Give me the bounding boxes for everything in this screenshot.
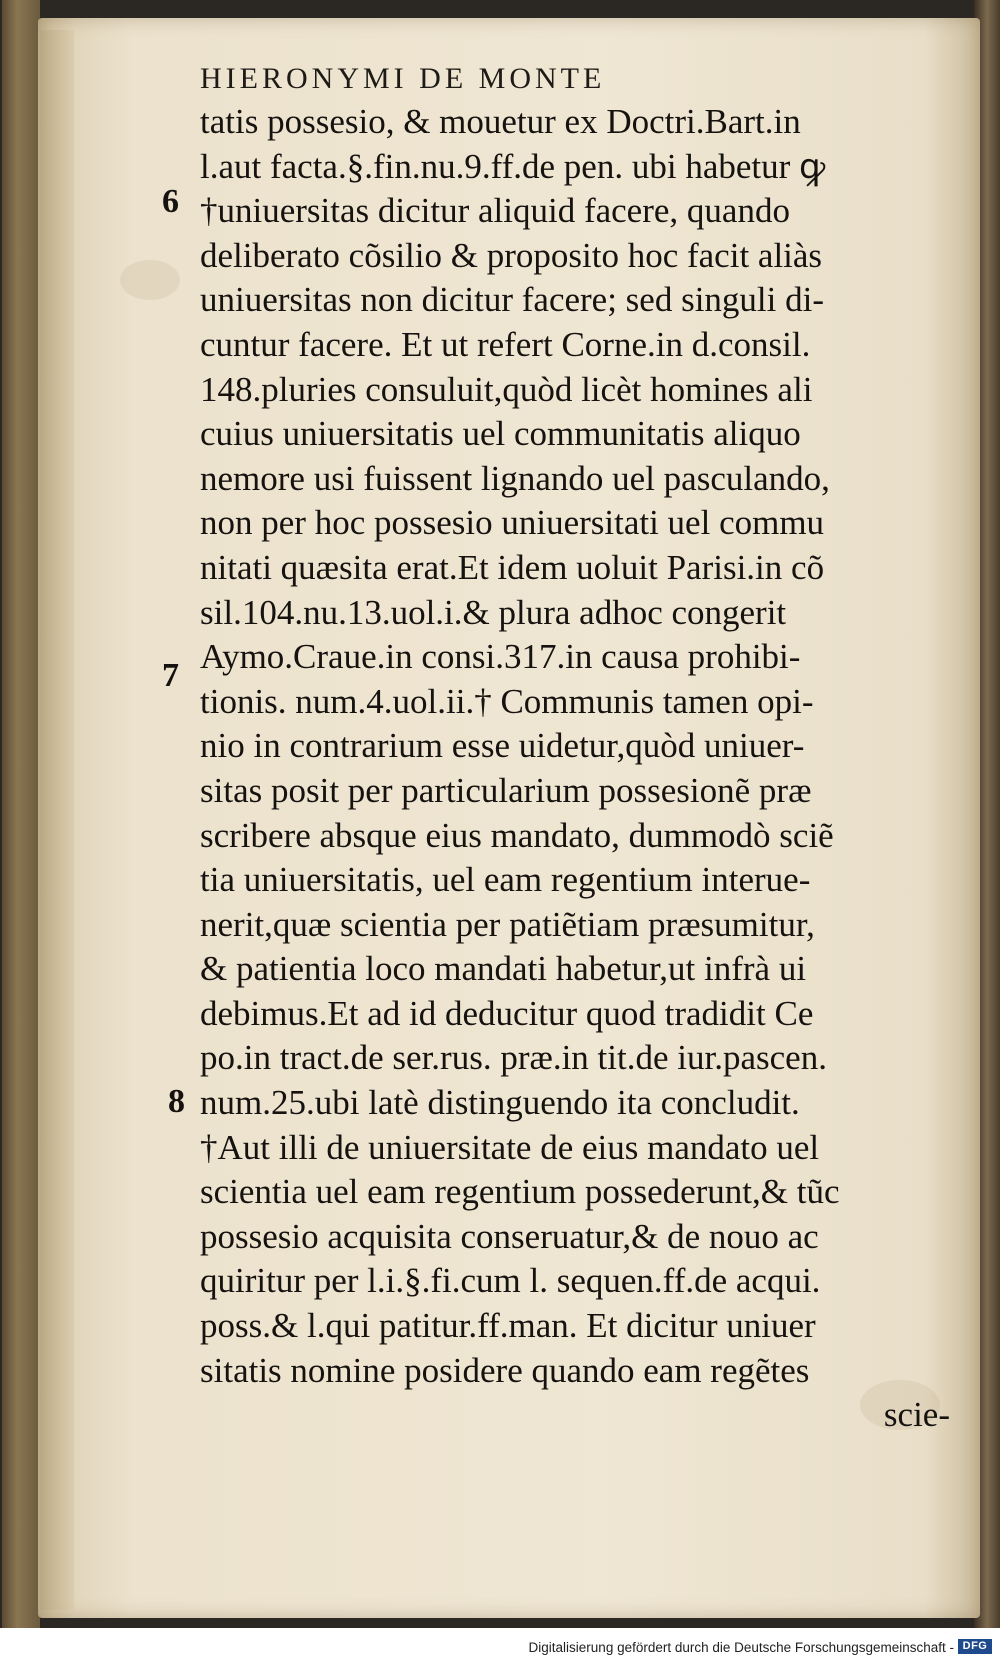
text-line: cuius uniuersitatis uel communitatis aliquo bbox=[200, 414, 801, 454]
text-line: num.25.ubi latè distinguendo ita concludit. bbox=[200, 1083, 800, 1123]
text-line: sitatis nomine posidere quando eam regẽtes bbox=[200, 1350, 810, 1390]
text-line: cuntur facere. Et ut refert Corne.in d.consil. bbox=[200, 324, 811, 364]
text-line: l.aut facta.§.fin.nu.9.ff.de pen. ubi habetur ꝙ bbox=[200, 146, 826, 186]
margin-number-8: 8 bbox=[168, 1083, 185, 1120]
text-line: deliberato cõsilio & proposito hoc facit aliàs bbox=[200, 235, 823, 275]
dfg-logo-icon: DFG bbox=[958, 1639, 992, 1654]
text-line: nemore usi fuissent lignando uel pasculando, bbox=[200, 458, 830, 498]
catchword: scie- bbox=[883, 1395, 950, 1435]
book-spine bbox=[2, 0, 40, 1628]
text-line: Aymo.Craue.in consi.317.in causa prohibi- bbox=[200, 637, 801, 677]
body-text bbox=[200, 100, 960, 1438]
margin-number-7: 7 bbox=[162, 657, 179, 694]
text-line: non per hoc possesio uniuersitati uel commu bbox=[200, 503, 825, 543]
text-line: uniuersitas non dicitur facere; sed singuli di- bbox=[200, 280, 825, 320]
text-line: possesio acquisita conseruatur,& de nouo ac bbox=[200, 1216, 819, 1256]
text-line: tionis. num.4.uol.ii.† Communis tamen opi- bbox=[200, 681, 814, 721]
text-line: debimus.Et ad id deducitur quod tradidit Ce bbox=[200, 993, 814, 1033]
text-line: sil.104.nu.13.uol.i.& plura adhoc congerit bbox=[200, 592, 787, 632]
text-line: poss.& l.qui patitur.ff.man. Et dicitur uniuer bbox=[200, 1306, 816, 1346]
text-line: tatis possesio, & mouetur ex Doctri.Bart.in bbox=[200, 102, 801, 141]
text-line: 148.pluries consuluit,quòd licèt homines ali bbox=[200, 369, 813, 409]
text-line: nitati quæsita erat.Et idem uoluit Parisi.in cõ bbox=[200, 547, 825, 587]
text-line: scientia uel eam regentium possederunt,& tũc bbox=[200, 1172, 840, 1212]
paper-stain bbox=[120, 260, 180, 300]
margin-number-6: 6 bbox=[162, 183, 179, 220]
text-line: tia uniuersitatis, uel eam regentium interue- bbox=[200, 860, 811, 900]
page-gutter bbox=[40, 30, 74, 1610]
text-line: po.in tract.de ser.rus. præ.in tit.de iur.pascen. bbox=[200, 1038, 827, 1078]
funding-credit: Digitalisierung gefördert durch die Deutsche Forschungsgemeinschaft - bbox=[528, 1640, 954, 1655]
text-line: nerit,quæ scientia per patiẽtiam præsumitur, bbox=[200, 904, 815, 944]
text-line: scribere absque eius mandato, dummodò sciẽ bbox=[200, 815, 834, 855]
text-line: quiritur per l.i.§.fi.cum l. sequen.ff.de acqui. bbox=[200, 1261, 821, 1301]
text-line: †Aut illi de uniuersitate de eius mandato uel bbox=[200, 1127, 820, 1167]
text-line: nio in contrarium esse uidetur,quòd uniuer- bbox=[200, 726, 805, 766]
text-line: sitas posit per particularium possesionẽ præ bbox=[200, 770, 812, 810]
running-header: HIERONYMI DE MONTE bbox=[200, 62, 606, 95]
text-line: †uniuersitas dicitur aliquid facere, quando bbox=[200, 191, 790, 231]
text-line: & patientia loco mandati habetur,ut infrà ui bbox=[200, 949, 807, 989]
